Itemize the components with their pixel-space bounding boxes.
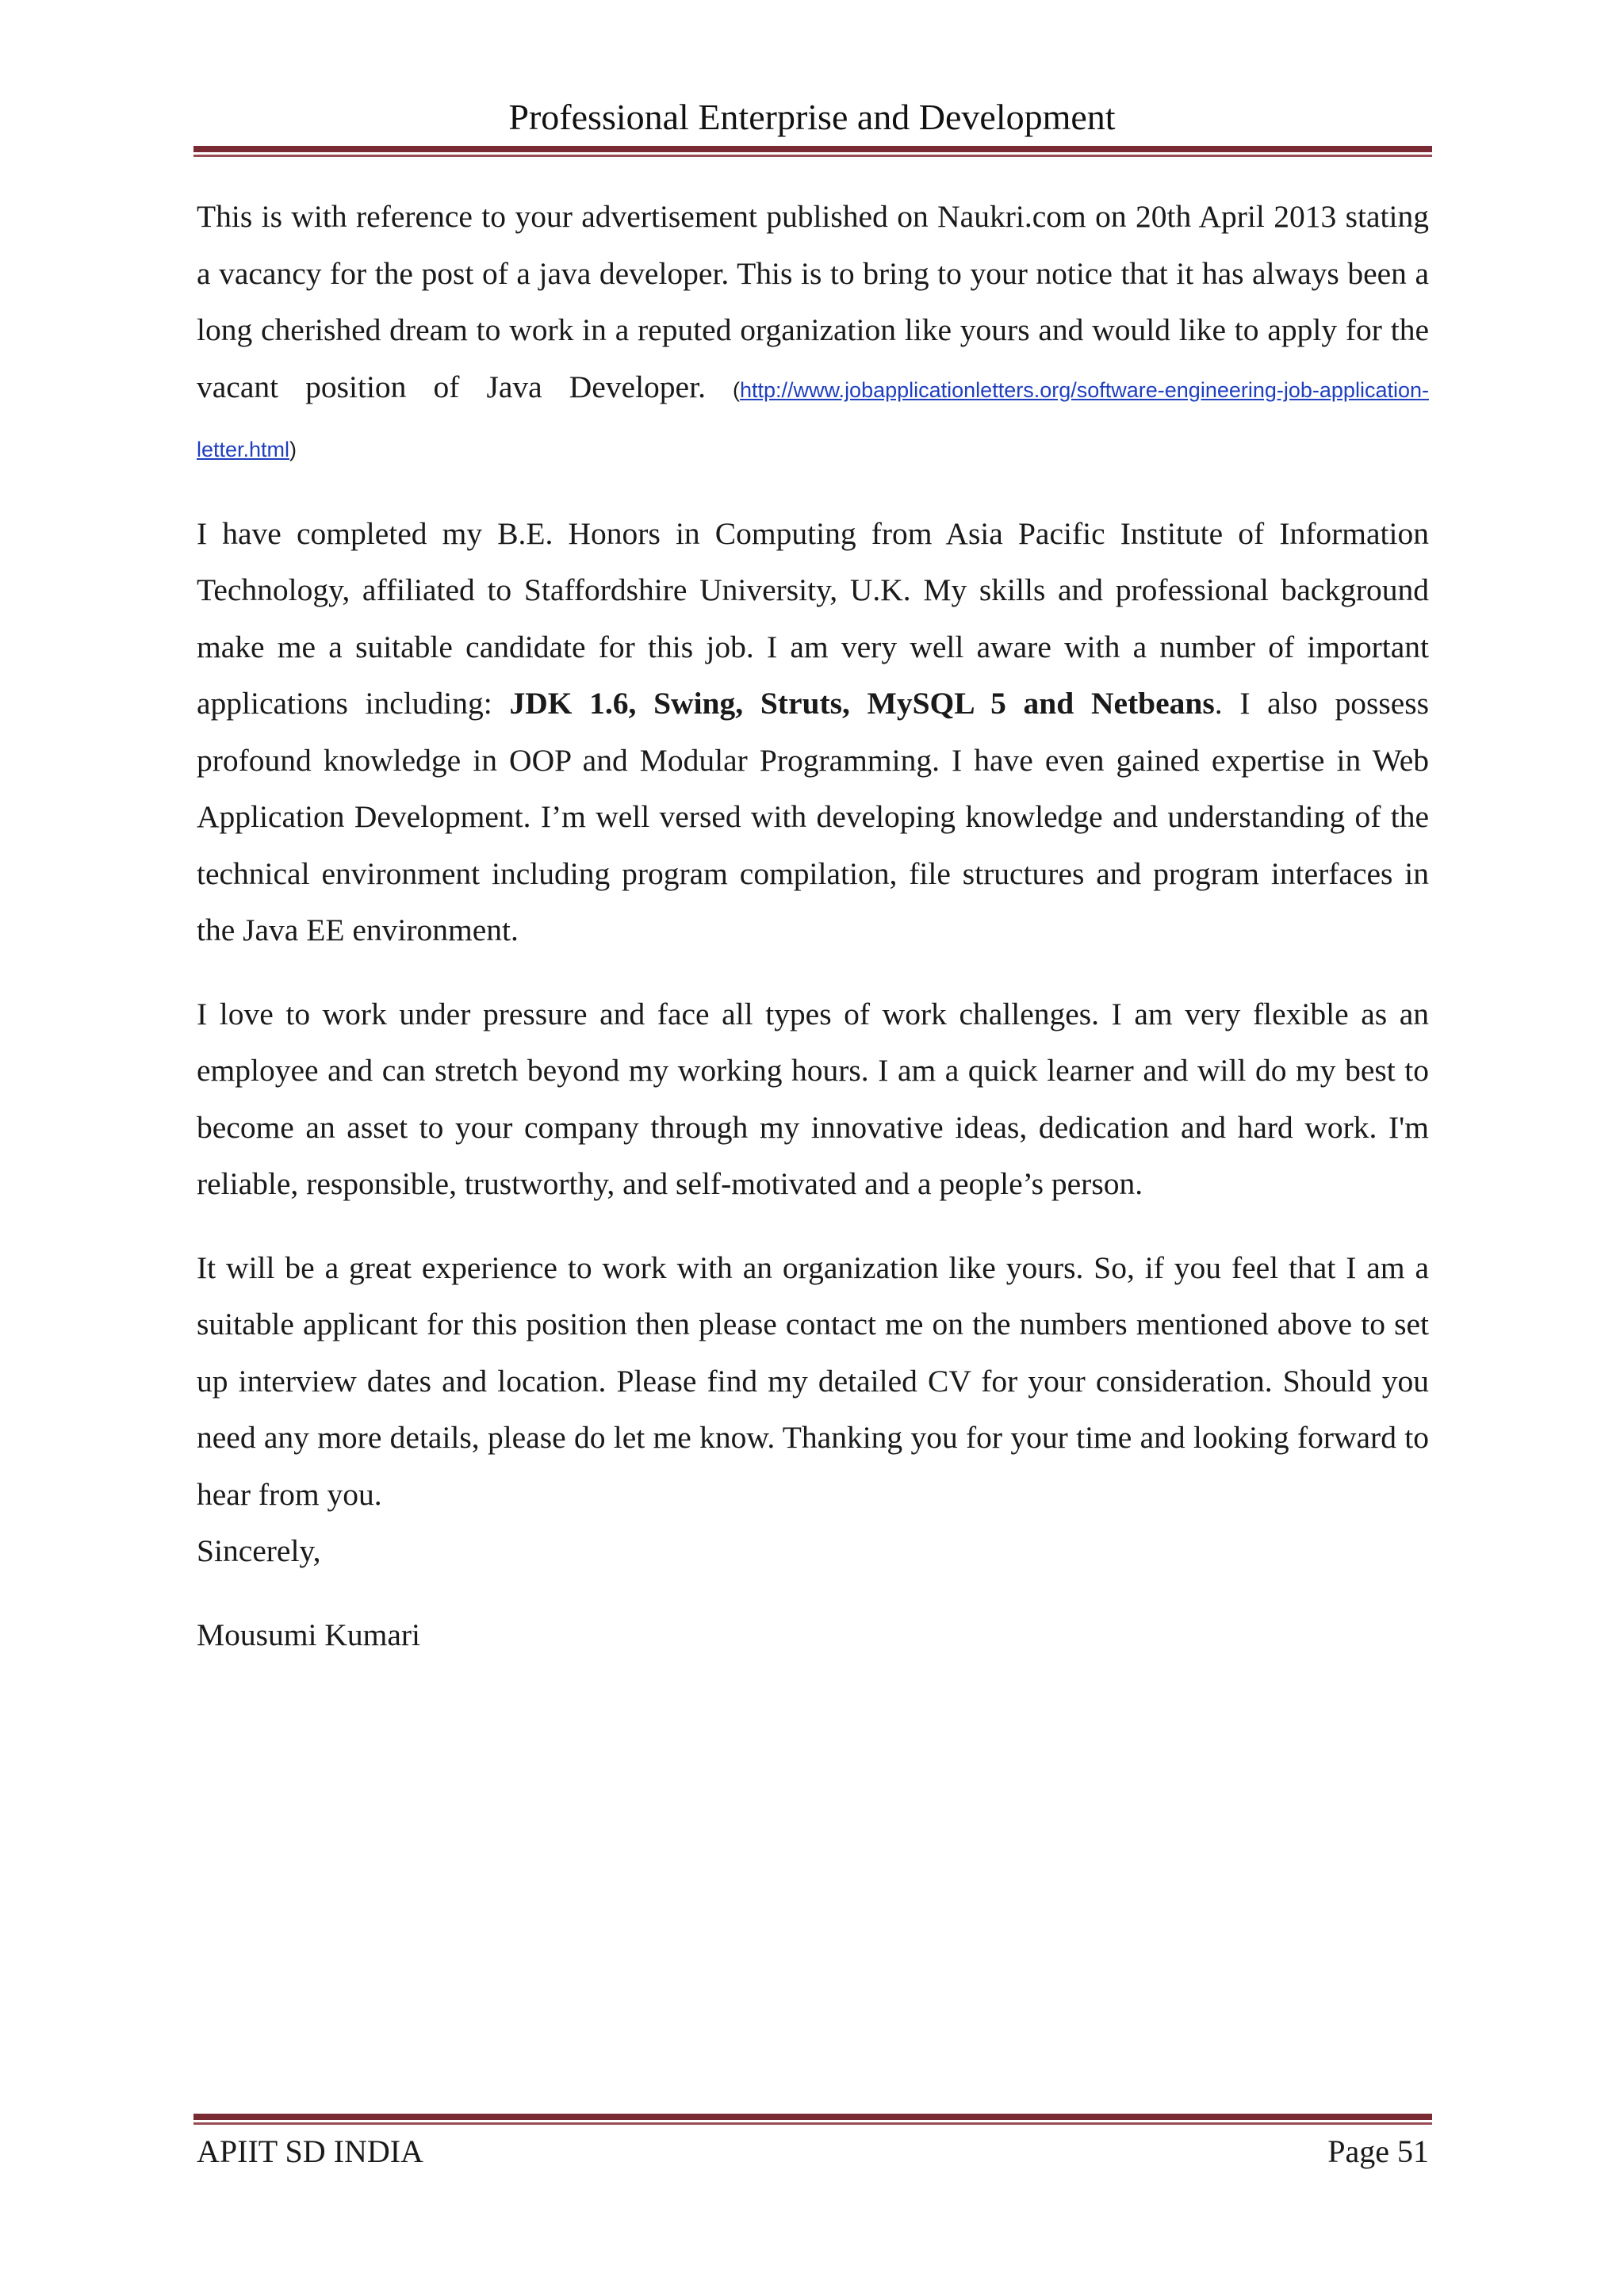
qualifications-text-start: I have completed my B.E. Honors in Computing from Asia Pacific Institute of Information Technology, affiliated to Staffordshire University, U.K. My skills and professional background make me a suitable candidate for this job. I am very well aware with a number of important applications including: [197, 515, 1429, 721]
letter-closing: Sincerely, [197, 1533, 321, 1568]
paragraph-qualifications [197, 506, 1429, 959]
page-footer [197, 2128, 1429, 2175]
paragraph-closing-request: It will be a great experience to work with an organization like yours. So, if you feel that I am a suitable applicant for this position then please contact me on the numbers mentioned above to set up interview dates and location. Please find my detailed CV for your consideration. Should you need any more details, please do let me know. Thanking you for your time and looking forward to hear from you. [197, 1249, 1429, 1512]
qualifications-text-end: . I also possess profound knowledge in OOP and Modular Programming. I have even gained expertise in Web Application Development. I’m well versed with developing knowledge and understanding of the technical environment including program compilation, file structures and program interfaces in the Java EE environment. [197, 686, 1430, 947]
letter-body [197, 189, 1429, 1690]
paragraph-personal-qualities: I love to work under pressure and face all types of work challenges. I am very flexible as an employee and can stretch beyond my working hours. I am a quick learner and will do my best to become an asset to your company through my innovative ideas, dedication and hard work. I'm reliable, responsible, trustworthy, and self-motivated and a people’s person. [197, 996, 1429, 1201]
paragraph-reference [197, 189, 1429, 479]
footer-divider [193, 2114, 1432, 2125]
skills-highlight: JDK 1.6, Swing, Struts, MySQL 5 and Netbeans [509, 686, 1215, 721]
citation-open-paren: ( [733, 377, 741, 402]
footer-institution: APIIT SD INDIA [197, 2133, 423, 2169]
citation-close-paren: ) [289, 438, 297, 461]
header-divider [193, 146, 1432, 157]
page-header-title: Professional Enterprise and Development [508, 97, 1116, 137]
source-link[interactable]: http://www.jobapplicationletters.org/software-engineering-job-application-letter.html [197, 377, 1429, 461]
paragraph-reference-text: This is with reference to your advertisement published on Naukri.com on 20th April 2013 stating a vacancy for the post of a java developer. This is to bring to your notice that it has always been a long cherished dream to work in a reputed organization like yours and would like to apply for the vacant position of Java Developer. [197, 199, 1429, 404]
letter-signature: Mousumi Kumari [197, 1617, 420, 1652]
footer-page-number: Page 51 [1327, 2133, 1429, 2169]
